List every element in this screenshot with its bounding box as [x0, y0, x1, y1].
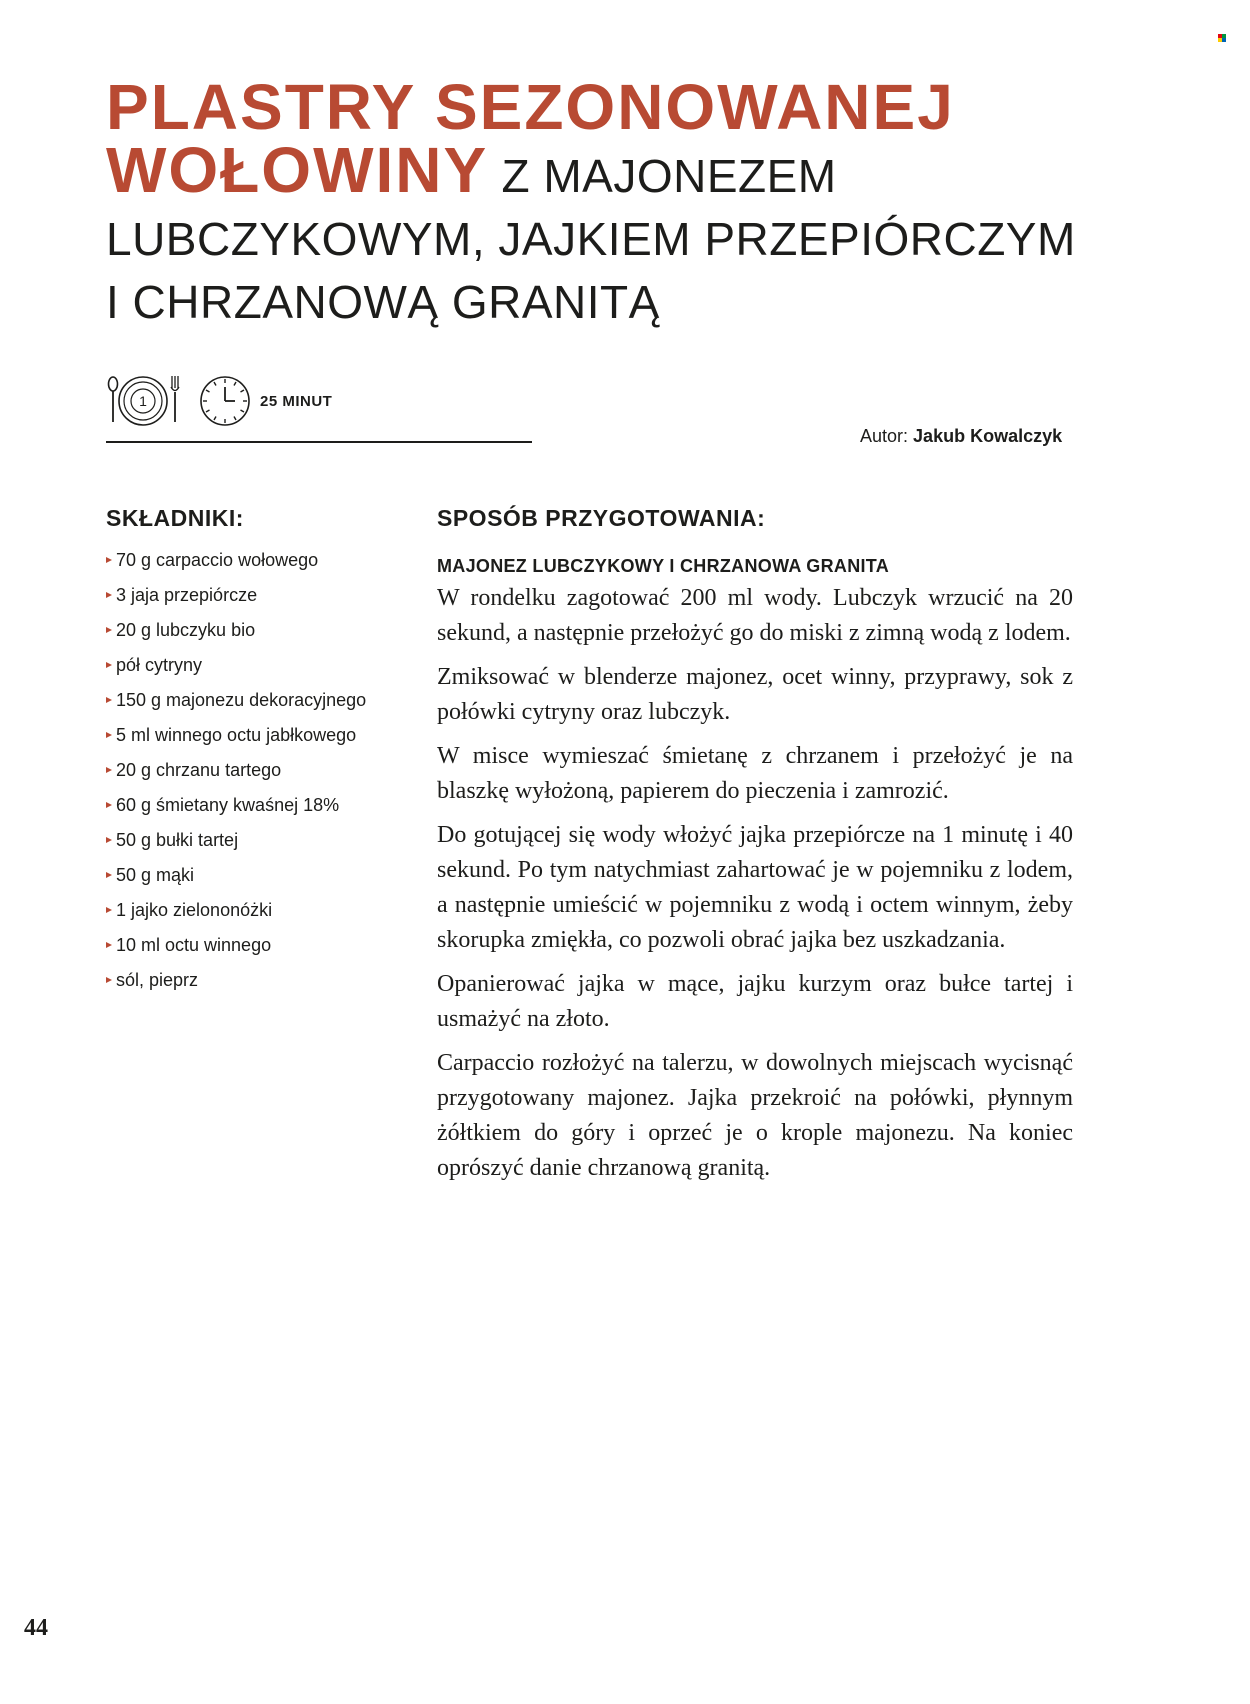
recipe-title: [106, 71, 1126, 334]
bullet-icon: [106, 837, 112, 843]
preparation-step: W misce wymieszać śmietanę z chrzanem i przełożyć je na blaszkę wyłożoną, papierem do pieczenia i zamrozić.: [437, 743, 1073, 804]
preparation-step: Zmiksować w blenderze majonez, ocet winny, przyprawy, sok z połówki cytryny oraz lubczyk.: [437, 664, 1073, 725]
clock-icon: [198, 374, 252, 428]
page-number: 44: [24, 1615, 48, 1641]
list-item: 50 g mąki: [106, 863, 366, 898]
preparation-step: Do gotującej się wody włożyć jajka przepiórcze na 1 minutę i 40 sekund. Po tym natychmiast zahartować je w pojemniku z lodem, a następnie umieścić w pojemniku z wodą i octem winnym, żeby skorupka zmiękła, co pozwoli obrać jajka bez uszkadzania.: [437, 822, 1073, 953]
list-item: 5 ml winnego octu jabłkowego: [106, 723, 366, 758]
title-line-3: LUBCZYKOWYM, JAJKIEM PRZEPIÓRCZYM: [106, 213, 1076, 265]
author-label: Autor:: [860, 426, 909, 446]
title-line-2-rest: Z MAJONEZEM: [501, 150, 837, 202]
preparation-section: [437, 505, 1073, 1186]
brand-logo-icon: [1218, 34, 1226, 42]
author-line: [860, 426, 1062, 447]
list-item: sól, pieprz: [106, 968, 366, 1003]
list-item: 150 g majonezu dekoracyjnego: [106, 688, 366, 723]
ingredients-heading: SKŁADNIKI:: [106, 505, 244, 531]
recipe-meta: [106, 374, 332, 428]
preparation-heading: SPOSÓB PRZYGOTOWANIA:: [437, 505, 766, 531]
title-line-4: I CHRZANOWĄ GRANITĄ: [106, 276, 660, 328]
prep-time: 25 MINUT: [260, 392, 333, 410]
bullet-icon: [106, 662, 112, 668]
bullet-icon: [106, 942, 112, 948]
list-item: 60 g śmietany kwaśnej 18%: [106, 793, 366, 828]
list-item: 1 jajko zielononóżki: [106, 898, 366, 933]
ingredients-list: [106, 548, 366, 1003]
list-item: 20 g chrzanu tartego: [106, 758, 366, 793]
list-item: 10 ml octu winnego: [106, 933, 366, 968]
preparation-subheading: MAJONEZ LUBCZYKOWY I CHRZANOWA GRANITA: [437, 556, 890, 576]
bullet-icon: [106, 627, 112, 633]
list-item: 50 g bułki tartej: [106, 828, 366, 863]
bullet-icon: [106, 977, 112, 983]
plate-cutlery-icon: [106, 374, 182, 428]
title-red-line-1: PLASTRY SEZONOWANEJ: [106, 71, 955, 143]
preparation-step: W rondelku zagotować 200 ml wody. Lubczyk wrzucić na 20 sekund, a następnie przełożyć go do miski z zimną wodą z lodem.: [437, 585, 1073, 646]
list-item: 70 g carpaccio wołowego: [106, 548, 366, 583]
portions-value: 1: [139, 393, 147, 409]
preparation-step: Opanierować jajka w mące, jajku kurzym oraz bułce tartej i usmażyć na złoto.: [437, 971, 1073, 1032]
bullet-icon: [106, 802, 112, 808]
list-item: pół cytryny: [106, 653, 366, 688]
list-item: 20 g lubczyku bio: [106, 618, 366, 653]
header-divider: [106, 441, 532, 443]
bullet-icon: [106, 907, 112, 913]
author-name: Jakub Kowalczyk: [913, 426, 1063, 446]
preparation-step: Carpaccio rozłożyć na talerzu, w dowolnych miejscach wycisnąć przygotowany majonez. Jajka przekroić na połówki, płynnym żółtkiem do góry i oprzeć je o krople majonezu. Na koniec oprószyć danie chrzanową granitą.: [437, 1050, 1073, 1181]
bullet-icon: [106, 732, 112, 738]
bullet-icon: [106, 557, 112, 563]
bullet-icon: [106, 767, 112, 773]
bullet-icon: [106, 872, 112, 878]
bullet-icon: [106, 697, 112, 703]
bullet-icon: [106, 592, 112, 598]
title-red-line-2: WOŁOWINY: [106, 134, 489, 206]
list-item: 3 jaja przepiórcze: [106, 583, 366, 618]
